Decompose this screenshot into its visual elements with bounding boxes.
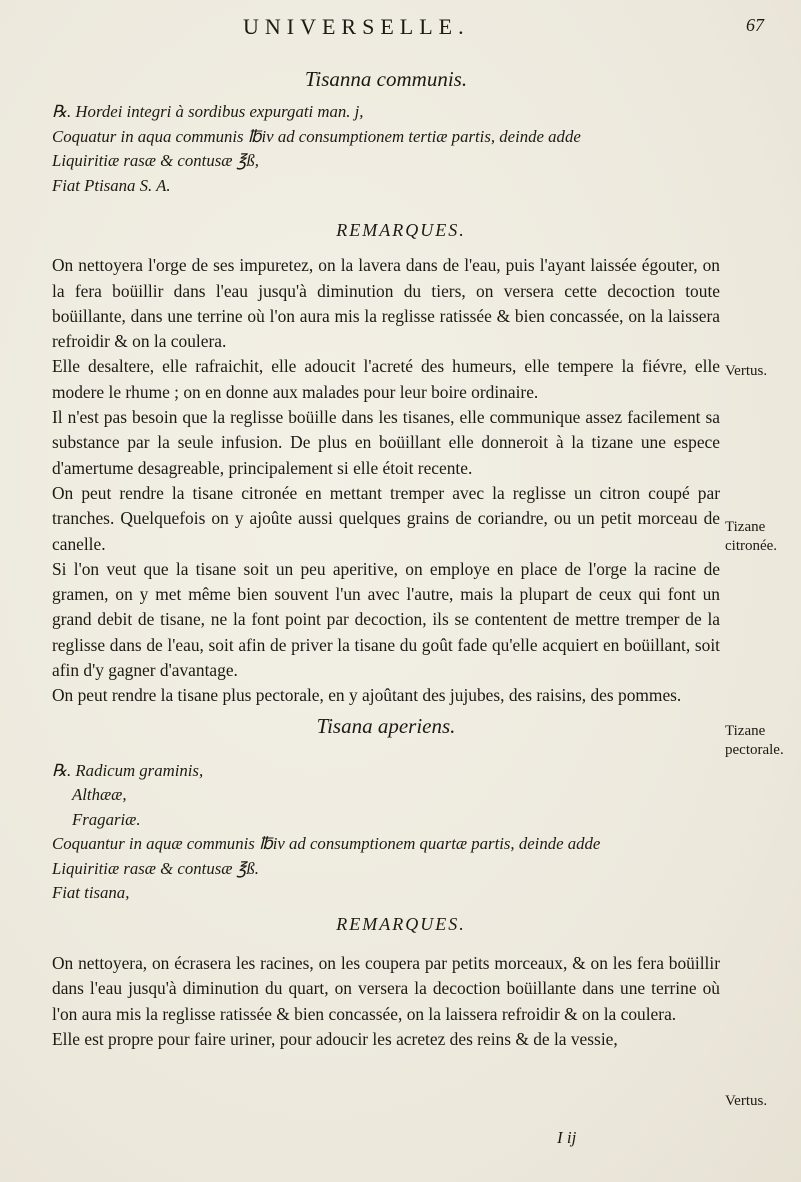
section-title-tisanna-communis: Tisanna communis. — [304, 67, 468, 91]
paragraph: On peut rendre la tisane plus pectorale, en y ajoûtant des jujubes, des raisins, des pommes. — [52, 685, 682, 706]
paragraph: On nettoyera l'orge de ses impuretez, on la lavera dans de l'eau, puis l'ayant laissée égouter, on la fera boüillir dans l'eau jusqu'à diminution du tiers, on versera cette decoction toute boüillante, dans une terrine où l'on aura mis la reglisse ratissée & bien concassée, on la laissera refroidir & on la coulera. — [52, 255, 720, 352]
margin-note-vertus: Vertus. — [725, 1093, 768, 1109]
formula-line: ℞. Hordei integri à sordibus expurgati man. j, — [52, 102, 364, 121]
paragraph: Si l'on veut que la tisane soit un peu aperitive, on employe en place de l'orge la racine de gramen, on y met même bien souvent l'un avec l'autre, mais la plupart de ceux qui font un grand debit de tisane, ne la font point par decoction, ils se contentent de mettre tremper de la reglisse dans de l'eau, soit afin de priver la tisane du goût fade qu'elle acquiert en boüillant, soit afin d'y gagner d'avantage. — [52, 558, 720, 681]
formula-line: Althææ, — [72, 785, 127, 805]
margin-note-tizane-pectorale: Tizane pectorale. — [725, 723, 784, 758]
formula-line: Fiat Ptisana S. A. — [52, 175, 171, 195]
paragraph: On peut rendre la tisane citronée en mettant tremper avec la reglisse un citron coupé par tranches. Quelquefois on y ajoûte aussi quelques grains de coriandre, ou un petit morceau de canelle. — [52, 482, 720, 554]
section-title-tisana-aperiens: Tisana aperiens. — [316, 713, 456, 738]
formula-block — [52, 759, 720, 906]
formula-line: ℞. Radicum graminis, — [52, 760, 204, 780]
running-head — [0, 8, 801, 48]
paragraph: Elle desaltere, elle rafraichit, elle adoucit l'acreté des humeurs, elle tempere la fiévre, elle modere le rhume ; on en donne aux malades pour leur boire ordinaire. — [52, 356, 720, 402]
formula-line: Liquiritiæ rasæ & contusæ ℥ß, — [52, 151, 259, 170]
paragraph: Il n'est pas besoin que la reglisse boüille dans les tisanes, elle communique assez facilement sa substance par la seule infusion. De plus en boüillant elle donneroit à la tizane une espece d'amertume desagreable, principalement si elle étoit recente. — [52, 407, 720, 478]
running-title: UNIVERSELLE. — [243, 14, 470, 39]
formula-block — [52, 100, 720, 198]
paragraph: Elle est propre pour faire uriner, pour adoucir les acretez des reins & de la vessie, — [52, 1028, 618, 1049]
formula-line: Fiat tisana, — [52, 883, 130, 903]
main-text — [52, 64, 720, 1052]
formula-line: Liquiritiæ rasæ & contusæ ℥ß. — [52, 858, 259, 878]
formula-line: Coquantur in aquæ communis ℔iv ad consumptionem quartæ partis, deinde adde — [52, 834, 601, 854]
signature-mark: I ij — [557, 1128, 577, 1147]
margin-note-vertus: Vertus. — [725, 363, 768, 379]
page-number: 67 — [746, 15, 764, 35]
remarques-heading: REMARQUES. — [336, 220, 466, 240]
paragraph: On nettoyera, on écrasera les racines, on les coupera par petits morceaux, & on les fera boüillir dans l'eau jusqu'à diminution du quart, on versera la decoction boüillante dans une terrine où l'on aura mis la reglisse ratissée & bien concassée, on la laissera refroidir & on la coulera. — [52, 952, 720, 1024]
formula-line: Fragariæ. — [72, 809, 141, 829]
remarques-heading: REMARQUES. — [336, 913, 466, 934]
margin-note-tizane-citronee: Tizane citronée. — [725, 519, 778, 554]
formula-line: Coquatur in aqua communis ℔iv ad consumptionem tertiæ partis, deinde adde — [52, 126, 581, 146]
